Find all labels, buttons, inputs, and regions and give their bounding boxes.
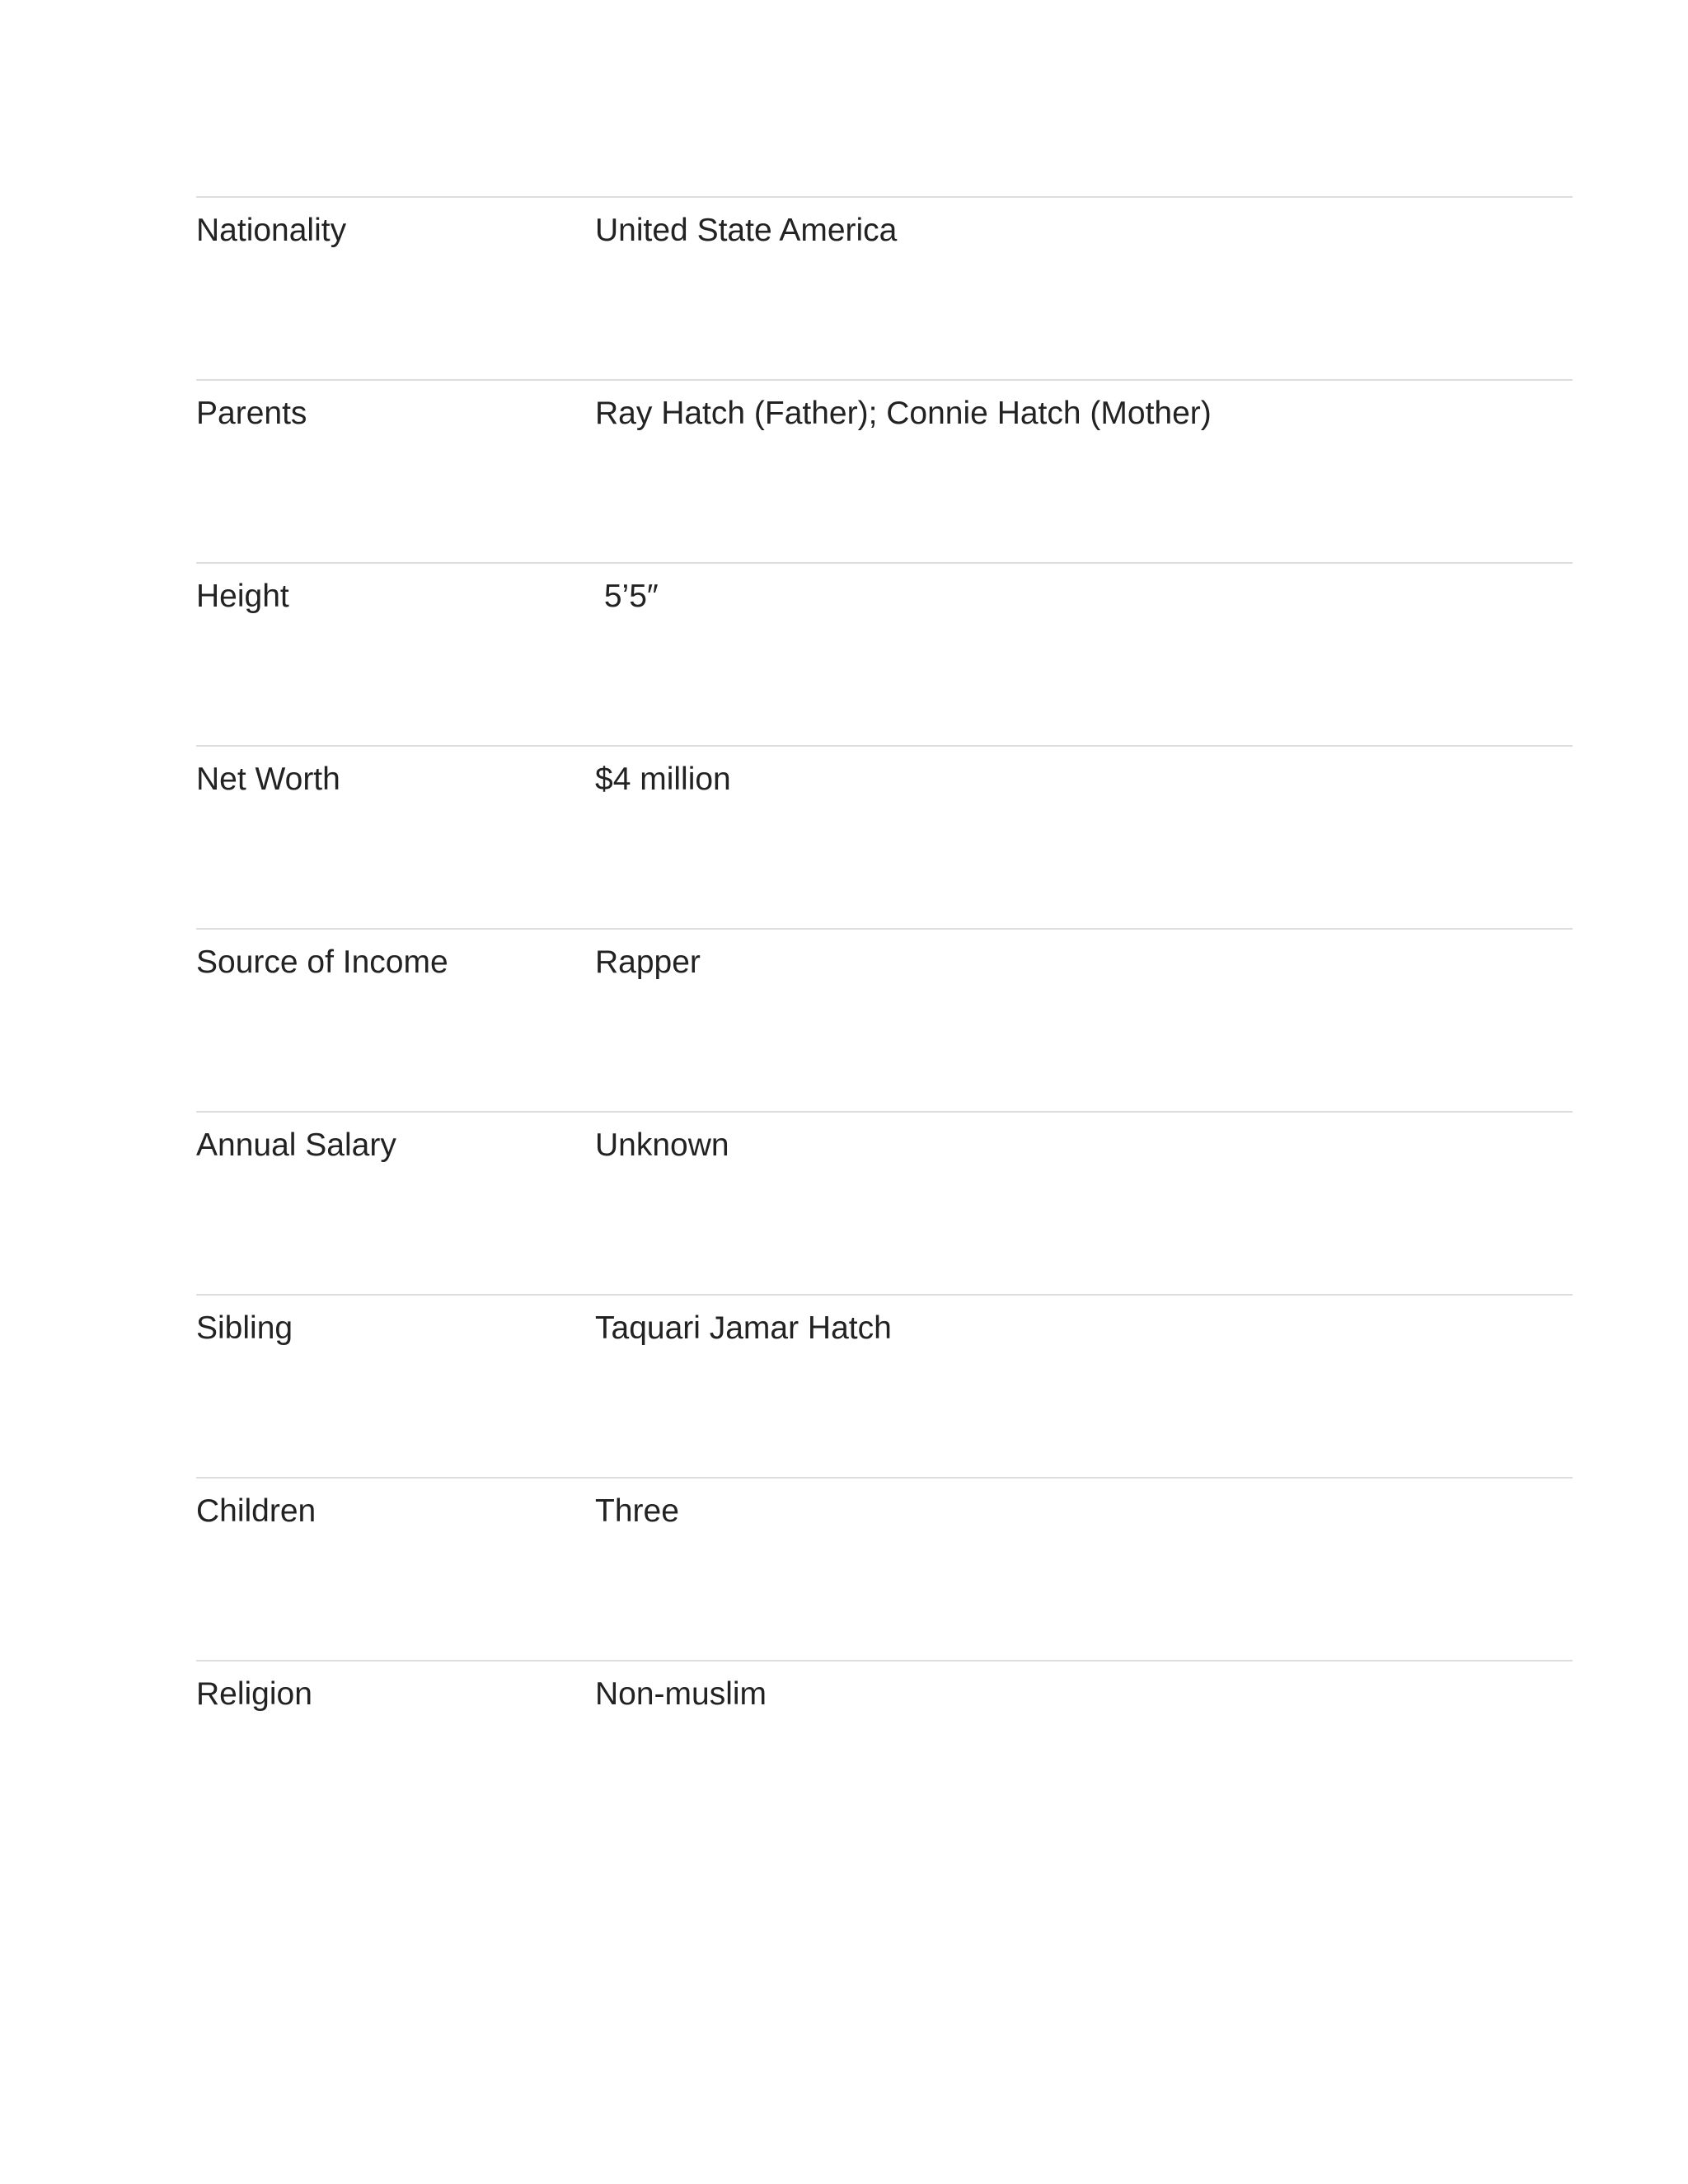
- label-parents: Parents: [196, 396, 307, 431]
- value-sibling: Taquari Jamar Hatch: [595, 1310, 892, 1346]
- value-net-worth: $4 million: [595, 762, 731, 797]
- row-annual-salary: [196, 1111, 1573, 1294]
- label-children: Children: [196, 1493, 316, 1529]
- value-children: Three: [595, 1493, 679, 1529]
- row-sibling: [196, 1294, 1573, 1477]
- value-nationality: United State America: [595, 213, 898, 248]
- label-annual-salary: Annual Salary: [196, 1127, 396, 1163]
- label-sibling: Sibling: [196, 1310, 293, 1346]
- row-religion: [196, 1660, 1573, 1843]
- value-height: 5’5″: [595, 579, 659, 614]
- row-nationality: [196, 196, 1573, 379]
- row-children: [196, 1477, 1573, 1660]
- value-source-of-income: Rapper: [595, 944, 701, 980]
- info-table: [196, 196, 1573, 1843]
- row-height: [196, 562, 1573, 745]
- label-height: Height: [196, 579, 289, 614]
- row-parents: [196, 379, 1573, 562]
- row-net-worth: [196, 745, 1573, 928]
- label-nationality: Nationality: [196, 213, 347, 248]
- label-source-of-income: Source of Income: [196, 944, 448, 980]
- value-parents: Ray Hatch (Father); Connie Hatch (Mother): [595, 396, 1212, 431]
- value-annual-salary: Unknown: [595, 1127, 729, 1163]
- row-source-of-income: [196, 928, 1573, 1111]
- value-religion: Non-muslim: [595, 1676, 767, 1712]
- label-religion: Religion: [196, 1676, 312, 1712]
- label-net-worth: Net Worth: [196, 762, 340, 797]
